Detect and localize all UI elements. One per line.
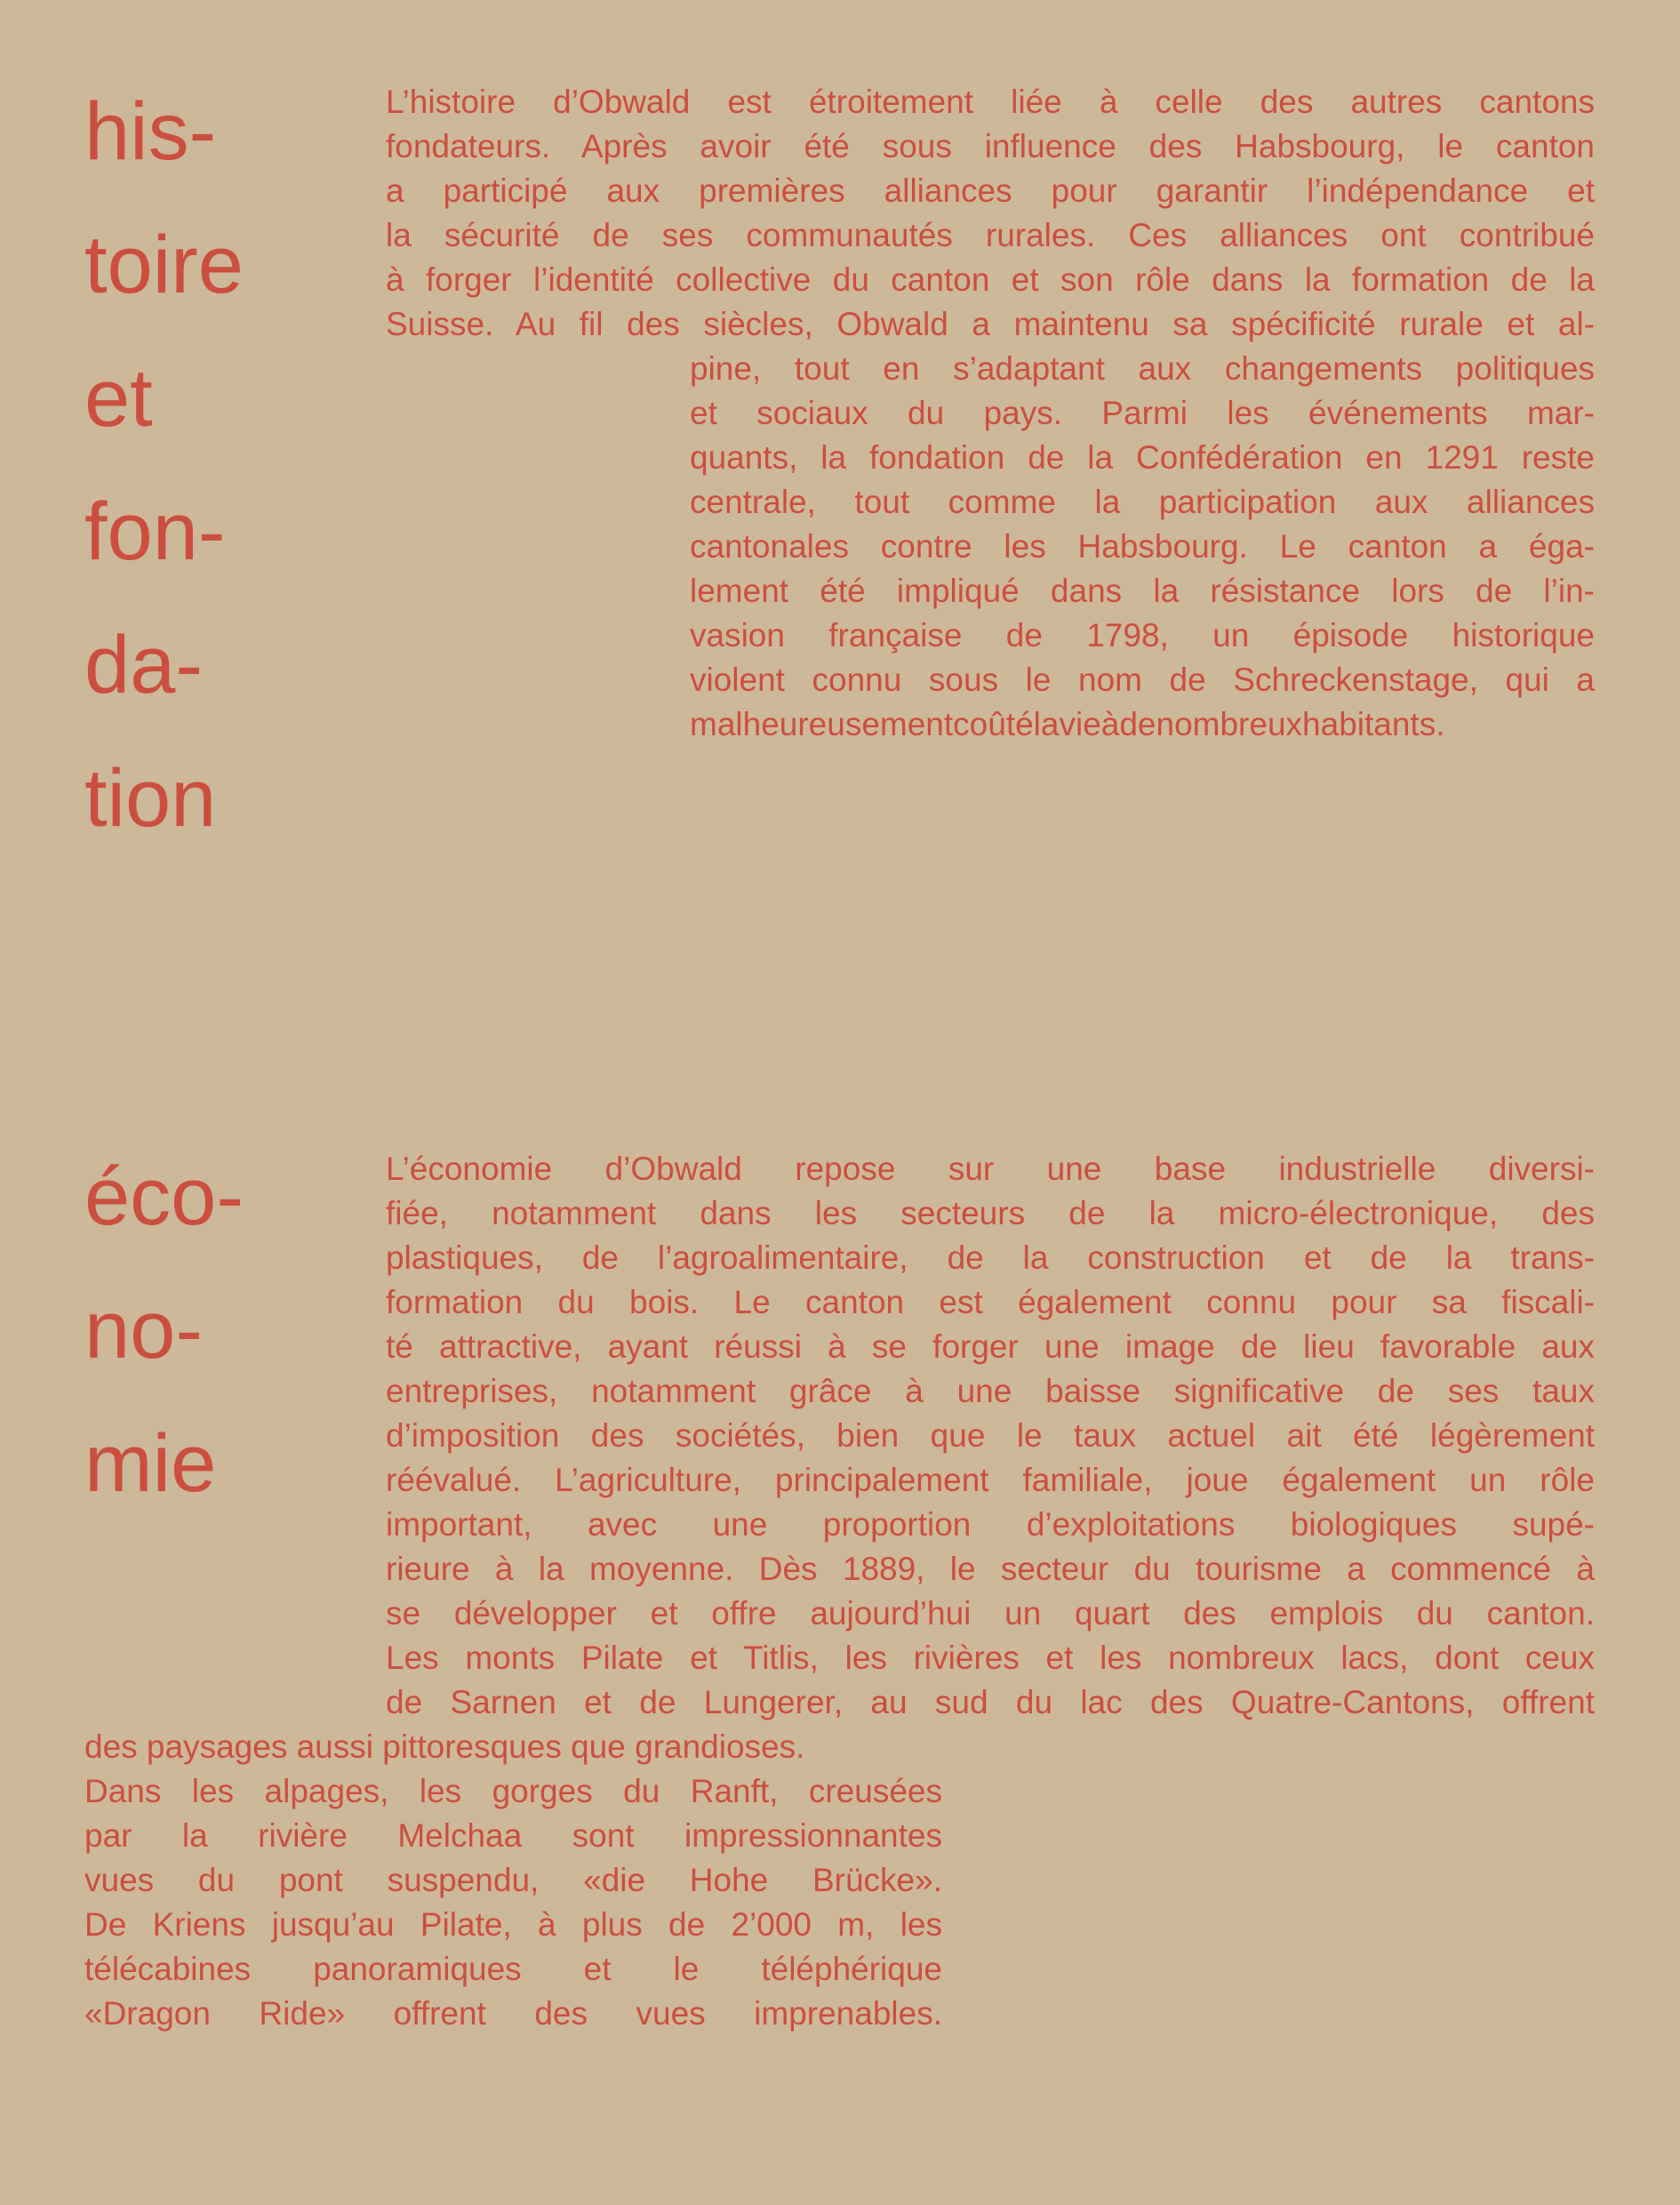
history-heading-word: his-	[84, 86, 217, 177]
history-text-line: vasion française de 1798, un épisode historique	[690, 617, 1595, 653]
economy-text-line: par la rivière Melchaa sont impressionnantes	[84, 1817, 942, 1854]
economy-heading-word: mie	[84, 1418, 217, 1509]
economy-text-line: entreprises, notamment grâce à une baisse significative de ses taux	[386, 1373, 1595, 1409]
history-text-line: L’histoire d’Obwald est étroitement liée à celle des autres cantons	[386, 84, 1595, 120]
history-text-line: à forger l’identité collective du canton et son rôle dans la formation de la	[386, 261, 1595, 298]
economy-text-line: rieure à la moyenne. Dès 1889, le secteur du tourisme a commencé à	[386, 1551, 1595, 1587]
history-heading-word: tion	[84, 753, 217, 844]
economy-heading-word: no-	[84, 1285, 203, 1375]
economy-text-line: formation du bois. Le canton est également connu pour sa fiscali-	[386, 1284, 1595, 1320]
history-text-line: a participé aux premières alliances pour garantir l’indépendance et	[386, 172, 1595, 209]
economy-text-line: se développer et offre aujourd’hui un quart des emplois du canton.	[386, 1595, 1595, 1632]
history-text-line: la sécurité de ses communautés rurales. Ces alliances ont contribué	[386, 217, 1595, 253]
economy-text-line: d’imposition des sociétés, bien que le taux actuel ait été légèrement	[386, 1417, 1595, 1454]
history-heading-word: fon-	[84, 486, 226, 577]
history-text-line: violent connu sous le nom de Schreckenstage, qui a	[690, 662, 1595, 698]
economy-text-line: Les monts Pilate et Titlis, les rivières et les nombreux lacs, dont ceux	[386, 1640, 1595, 1676]
economy-text-line: de Sarnen et de Lungerer, au sud du lac des Quatre-Cantons, offrent	[386, 1684, 1595, 1720]
economy-text-line: important, avec une proportion d’exploitations biologiques supé-	[386, 1506, 1595, 1543]
economy-text-line: réévalué. L’agriculture, principalement familiale, joue également un rôle	[386, 1462, 1595, 1498]
history-text-line: et sociaux du pays. Parmi les événements mar-	[690, 395, 1595, 431]
history-text-line: fondateurs. Après avoir été sous influence des Habsbourg, le canton	[386, 128, 1595, 164]
economy-text-line: De Kriens jusqu’au Pilate, à plus de 2’000 m, les	[84, 1906, 942, 1943]
history-heading-word: et	[84, 353, 153, 444]
economy-text-line: des paysages aussi pittoresques que grandioses.	[84, 1728, 805, 1765]
history-heading-word: toire	[84, 220, 244, 310]
economy-text-line: vues du pont suspendu, «die Hohe Brücke».	[84, 1862, 942, 1898]
economy-text-line: té attractive, ayant réussi à se forger une image de lieu favorable aux	[386, 1328, 1595, 1365]
economy-text-line: L’économie d’Obwald repose sur une base industrielle diversi-	[386, 1151, 1595, 1187]
history-text-line: malheureusementcoûtélavieàdenombreuxhabitants.	[690, 706, 1445, 742]
economy-text-line: «Dragon Ride» offrent des vues imprenables.	[84, 1995, 942, 2032]
economy-text-line: fiée, notamment dans les secteurs de la micro-électronique, des	[386, 1195, 1595, 1231]
history-text-line: cantonales contre les Habsbourg. Le canton a éga-	[690, 528, 1595, 565]
economy-text-line: télécabines panoramiques et le téléphérique	[84, 1951, 942, 1987]
economy-text-line: Dans les alpages, les gorges du Ranft, creusées	[84, 1773, 942, 1809]
economy-heading-word: éco-	[84, 1151, 244, 1242]
history-text-line: Suisse. Au fil des siècles, Obwald a maintenu sa spécificité rurale et al-	[386, 306, 1595, 342]
history-text-line: pine, tout en s’adaptant aux changements politiques	[690, 350, 1595, 387]
economy-text-line: plastiques, de l’agroalimentaire, de la construction et de la trans-	[386, 1239, 1595, 1276]
history-text-line: lement été impliqué dans la résistance lors de l’in-	[690, 573, 1595, 609]
history-text-line: quants, la fondation de la Confédération en 1291 reste	[690, 439, 1595, 476]
history-heading-word: da-	[84, 620, 203, 710]
history-text-line: centrale, tout comme la participation aux alliances	[690, 484, 1595, 520]
